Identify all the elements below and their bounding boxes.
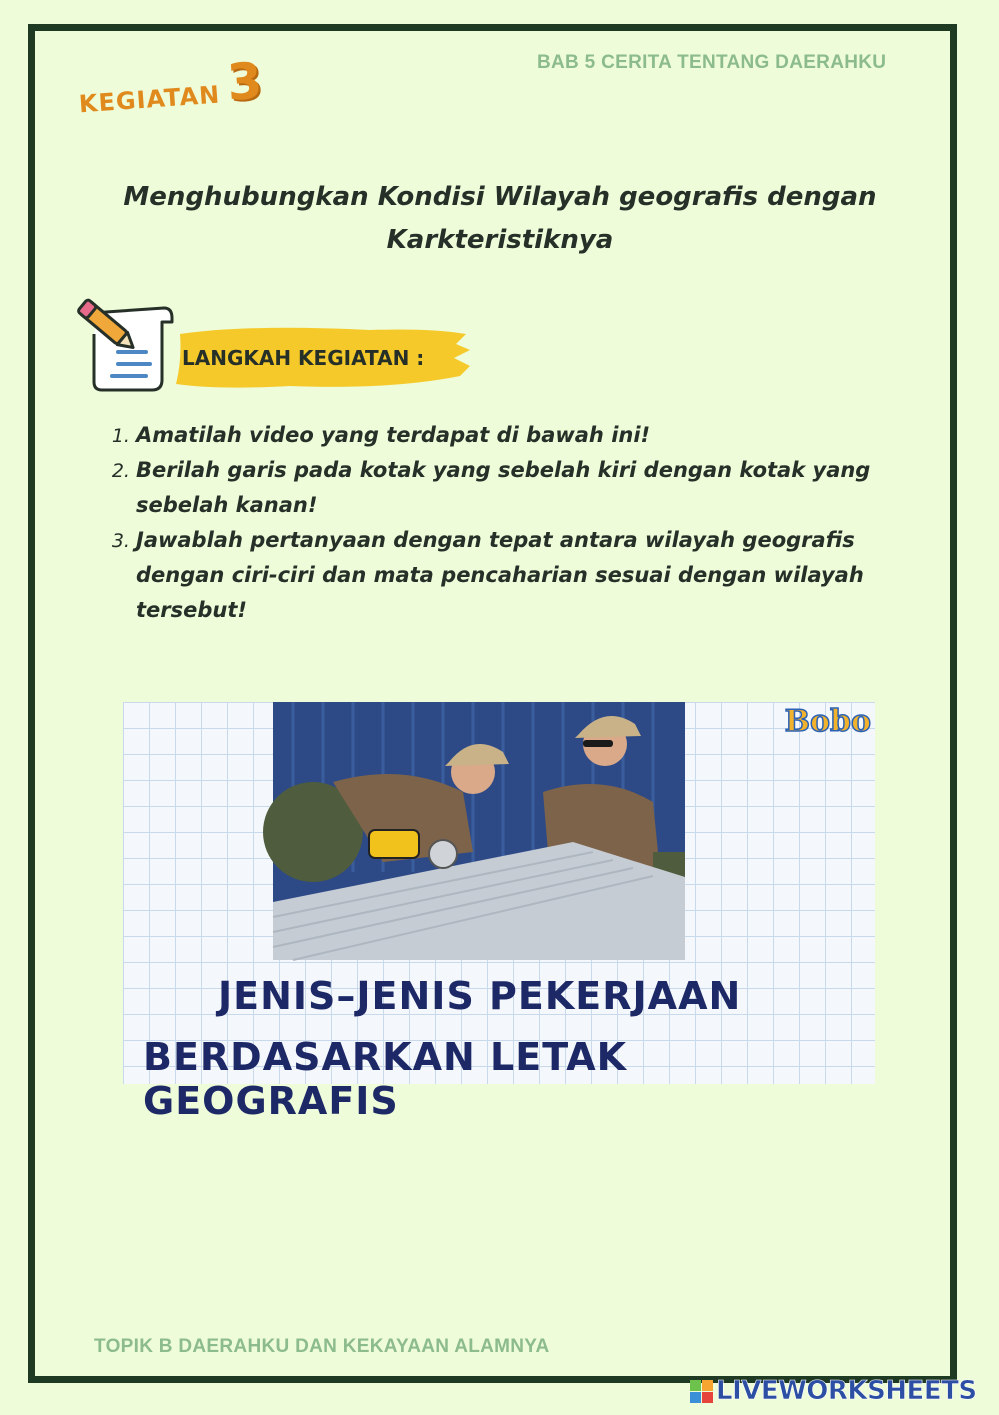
liveworksheets-watermark[interactable] [690, 1374, 990, 1408]
video-caption-line-1: JENIS–JENIS PEKERJAAN [218, 974, 742, 1018]
activity-word: KEGIATAN [78, 80, 222, 119]
step-item: 3. Jawablah pertanyaan dengan tepat antara wilayah geografis dengan ciri-ciri dan mata pencaharian sesuai dengan wilayah tersebut! [136, 523, 946, 628]
topic-footer: TOPIK B DAERAHKU DAN KEKAYAAN ALAMNYA [94, 1336, 550, 1357]
section-banner [170, 324, 476, 392]
section-label: LANGKAH KEGIATAN : [182, 346, 425, 370]
video-thumbnail[interactable] [123, 702, 875, 1123]
title-line-2: Karkteristiknya [386, 225, 614, 255]
step-item: 1. Amatilah video yang terdapat di bawah ini! [136, 418, 946, 453]
page-title [100, 176, 900, 262]
steps-list [110, 418, 946, 628]
chapter-header: BAB 5 CERITA TENTANG DAERAHKU [537, 52, 887, 73]
brand-logo: Bobo [784, 704, 871, 739]
document-pencil-icon [76, 300, 176, 400]
watermark-text: LIVEWORKSHEETS [716, 1376, 977, 1406]
liveworksheets-logo-icon [690, 1380, 713, 1403]
activity-number: 3 [225, 51, 265, 112]
workers-photo [273, 702, 685, 960]
video-caption-line-2: BERDASARKAN LETAK GEOGRAFIS [143, 1035, 628, 1123]
step-item: 2. Berilah garis pada kotak yang sebelah kiri dengan kotak yang sebelah kanan! [136, 453, 946, 523]
title-line-1: Menghubungkan Kondisi Wilayah geografis dengan [123, 182, 877, 212]
